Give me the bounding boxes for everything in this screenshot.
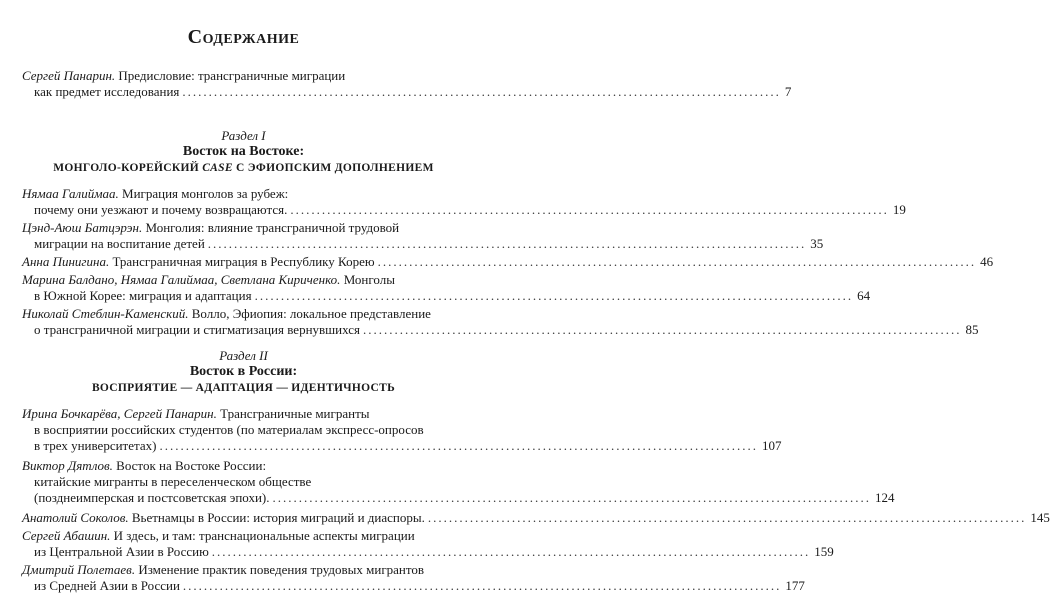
entry-page: 177 [785, 578, 805, 593]
toc-entry[interactable] [22, 306, 979, 338]
leader-dots: .................................................................................................................. [159, 438, 758, 453]
entry-author: Сергей Панарин. [22, 68, 116, 83]
entry-page: 85 [965, 322, 979, 337]
case-word: CASE [202, 162, 233, 174]
entry-page: 35 [810, 236, 824, 251]
entry-page: 124 [875, 490, 895, 505]
section-1-title: Восток на Востоке: [182, 144, 305, 159]
entry-author: Николай Стеблин-Каменский. [22, 306, 189, 321]
entry-title: Восток на Востоке России: [112, 458, 267, 473]
leader-dots: .................................................................................................................. [272, 490, 872, 505]
toc-entry-preface[interactable] [22, 68, 792, 100]
toc-entry[interactable] [22, 254, 994, 270]
entry-page: 19 [892, 202, 906, 217]
toc-entry[interactable] [22, 510, 1050, 526]
entry-page: 107 [761, 438, 782, 453]
leader-dots: .................................................................................................................. [182, 578, 782, 593]
leader-dots: .................................................................................................................. [211, 544, 811, 559]
toc-entry[interactable] [22, 272, 871, 304]
entry-title-cont: из Центральной Азии в Россию [34, 544, 209, 559]
entry-title: Изменение практик поведения трудовых мигрантов [135, 562, 425, 577]
entry-author: Марина Балдано, Нямаа Галиймаа, Светлана Кириченко. [22, 272, 341, 287]
toc-entry[interactable] [22, 458, 895, 506]
leader-dots: .................................................................................................................. [182, 84, 781, 99]
entry-page: 64 [857, 288, 871, 303]
toc-entry[interactable] [22, 528, 834, 560]
entry-title-cont: как предмет исследования [34, 84, 180, 99]
entry-title-cont: миграции на воспитание детей [34, 236, 205, 251]
leader-dots: .................................................................................................................. [377, 254, 977, 269]
entry-title-cont: в восприятии российских студентов (по материалам экспресс-опросов [34, 422, 424, 437]
entry-title-cont: в трех университетах) [34, 438, 157, 453]
entry-title: Монголы [340, 272, 395, 287]
entry-author: Дмитрий Полетаев. [22, 562, 136, 577]
entry-author: Анатолий Соколов. [22, 510, 129, 525]
toc-entry[interactable] [22, 562, 805, 594]
page-title: Содержание [187, 26, 300, 48]
leader-dots: .................................................................................................................. [207, 236, 807, 251]
section-1-subtitle: МОНГОЛО-КОРЕЙСКИЙ CASE С ЭФИОПСКИМ ДОПОЛНЕНИЕМ [53, 162, 434, 174]
entry-author: Нямаа Галиймаа. [22, 186, 119, 201]
leader-dots: .................................................................................................................. [363, 322, 962, 337]
entry-title: Трансграничные мигранты [216, 406, 370, 421]
entry-title: Волло, Эфиопия: локальное представление [188, 306, 431, 321]
entry-author: Анна Пинигина. [22, 254, 110, 269]
toc-entry[interactable] [22, 406, 782, 454]
section-2-subtitle: ВОСПРИЯТИЕ — АДАПТАЦИЯ — ИДЕНТИЧНОСТЬ [91, 382, 396, 394]
entry-title-cont: из Средней Азии в России [34, 578, 180, 593]
entry-page: 159 [814, 544, 834, 559]
entry-title: Миграция монголов за рубеж: [118, 186, 289, 201]
leader-dots: .................................................................................................................. [290, 202, 889, 217]
leader-dots: .................................................................................................................. [254, 288, 854, 303]
entry-title-cont: почему они уезжают и почему возвращаются. [34, 202, 288, 217]
entry-page: 7 [784, 84, 792, 99]
toc-entry[interactable] [22, 220, 824, 252]
entry-title-cont: китайские мигранты в переселенческом обществе [34, 474, 312, 489]
entry-page: 46 [980, 254, 994, 269]
section-2-label: Раздел II [219, 348, 268, 363]
section-2-title: Восток в России: [189, 364, 298, 379]
entry-title-cont: в Южной Корее: миграция и адаптация [34, 288, 252, 303]
entry-title: Трансграничная миграция в Республику Корею [109, 254, 375, 269]
entry-author: Виктор Дятлов. [22, 458, 113, 473]
entry-title: Предисловие: трансграничные миграции [115, 68, 346, 83]
entry-title-cont: о трансграничной миграции и стигматизация вернувшихся [34, 322, 361, 337]
toc-entry[interactable] [22, 186, 906, 218]
entry-title: Вьетнамцы в России: история миграций и диаспоры. [128, 510, 425, 525]
entry-title-cont: (позднеимперская и постсоветская эпохи). [34, 490, 270, 505]
entry-author: Цэнд-Аюш Батцэрэн. [22, 220, 143, 235]
entry-title: Монголия: влияние трансграничной трудовой [142, 220, 400, 235]
entry-title: И здесь, и там: транснациональные аспекты миграции [110, 528, 415, 543]
entry-page: 145 [1030, 510, 1050, 525]
section-1-label: Раздел I [221, 128, 266, 143]
leader-dots: .................................................................................................................. [427, 510, 1027, 525]
entry-author: Ирина Бочкарёва, Сергей Панарин. [22, 406, 217, 421]
entry-author: Сергей Абашин. [22, 528, 111, 543]
